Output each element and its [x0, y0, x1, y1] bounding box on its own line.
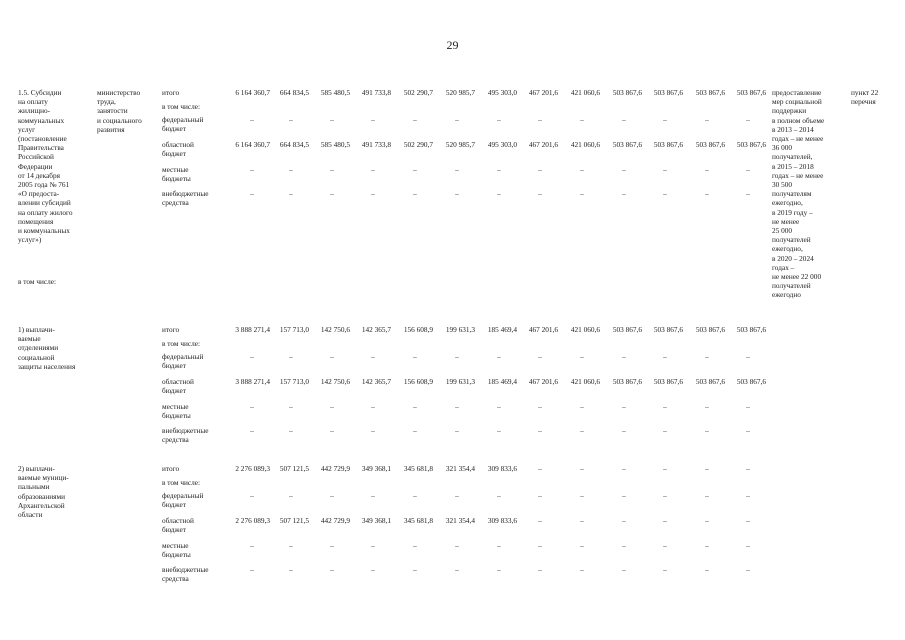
table-cell: –	[289, 165, 293, 174]
table-cell: 507 121,5	[279, 516, 309, 525]
table-cell: –	[746, 402, 750, 411]
row-label: внебюджетные средства	[162, 189, 209, 208]
table-cell: –	[497, 115, 501, 124]
table-cell: 467 201,6	[528, 88, 558, 97]
table-cell: –	[250, 115, 254, 124]
table-cell: 503 867,6	[612, 325, 642, 334]
table-cell: –	[622, 516, 626, 525]
table-cell: –	[250, 189, 254, 198]
table-cell: 467 201,6	[528, 140, 558, 149]
table-cell: –	[580, 491, 584, 500]
table-cell: 3 888 271,4	[235, 325, 270, 334]
measure-including-label: в том числе:	[18, 277, 57, 286]
table-cell: –	[705, 426, 709, 435]
table-cell: 421 060,6	[570, 140, 600, 149]
table-cell: –	[746, 516, 750, 525]
table-cell: –	[455, 402, 459, 411]
table-cell: –	[413, 541, 417, 550]
table-cell: –	[497, 565, 501, 574]
table-cell: –	[705, 541, 709, 550]
table-cell: 503 867,6	[653, 140, 683, 149]
table-cell: –	[413, 189, 417, 198]
table-cell: –	[371, 189, 375, 198]
table-cell: –	[371, 565, 375, 574]
table-cell: 2 276 089,3	[235, 464, 270, 473]
table-cell: –	[330, 352, 334, 361]
table-cell: –	[371, 352, 375, 361]
table-cell: –	[705, 516, 709, 525]
table-cell: –	[663, 565, 667, 574]
table-cell: –	[371, 426, 375, 435]
table-cell: 491 733,8	[361, 140, 391, 149]
table-cell: –	[250, 565, 254, 574]
table-cell: 503 867,6	[736, 140, 766, 149]
row-label: в том числе:	[162, 102, 201, 111]
table-cell: –	[538, 565, 542, 574]
table-cell: 421 060,6	[570, 377, 600, 386]
table-cell: –	[455, 115, 459, 124]
table-cell: –	[497, 165, 501, 174]
table-cell: 156 608,9	[403, 377, 433, 386]
row-label: местные бюджеты	[162, 165, 191, 184]
table-cell: –	[538, 352, 542, 361]
table-cell: –	[455, 189, 459, 198]
table-cell: –	[538, 491, 542, 500]
table-cell: 503 867,6	[736, 325, 766, 334]
table-cell: 507 121,5	[279, 464, 309, 473]
table-cell: 349 368,1	[361, 464, 391, 473]
table-cell: –	[289, 402, 293, 411]
table-cell: –	[705, 464, 709, 473]
page-number: 29	[446, 38, 459, 52]
table-cell: –	[746, 352, 750, 361]
table-cell: 156 608,9	[403, 325, 433, 334]
table-cell: –	[746, 165, 750, 174]
table-cell: –	[622, 402, 626, 411]
table-cell: –	[580, 541, 584, 550]
table-cell: –	[330, 165, 334, 174]
table-cell: 503 867,6	[653, 88, 683, 97]
table-cell: –	[455, 426, 459, 435]
table-cell: –	[622, 491, 626, 500]
table-cell: –	[663, 352, 667, 361]
table-cell: –	[580, 464, 584, 473]
table-cell: 142 365,7	[361, 325, 391, 334]
table-cell: –	[413, 165, 417, 174]
table-cell: 495 303,0	[487, 88, 517, 97]
row-label: местные бюджеты	[162, 402, 191, 421]
table-cell: –	[250, 541, 254, 550]
table-cell: –	[622, 352, 626, 361]
row-label: федеральный бюджет	[162, 352, 204, 371]
table-cell: –	[746, 565, 750, 574]
legal-reference: пункт 22 перечня	[851, 88, 879, 107]
table-cell: –	[330, 115, 334, 124]
table-cell: 664 834,5	[279, 140, 309, 149]
table-cell: –	[455, 165, 459, 174]
table-cell: –	[705, 352, 709, 361]
table-cell: –	[250, 165, 254, 174]
table-cell: –	[330, 189, 334, 198]
table-cell: 321 354,4	[445, 516, 475, 525]
table-cell: –	[538, 402, 542, 411]
table-cell: –	[580, 165, 584, 174]
table-cell: –	[413, 491, 417, 500]
table-cell: –	[746, 426, 750, 435]
table-cell: 503 867,6	[736, 377, 766, 386]
table-cell: –	[538, 464, 542, 473]
table-cell: 664 834,5	[279, 88, 309, 97]
table-cell: 495 303,0	[487, 140, 517, 149]
table-cell: –	[705, 565, 709, 574]
table-cell: –	[538, 426, 542, 435]
table-cell: –	[538, 541, 542, 550]
table-cell: –	[746, 189, 750, 198]
table-cell: –	[497, 402, 501, 411]
table-cell: –	[289, 541, 293, 550]
table-cell: –	[622, 115, 626, 124]
table-cell: 491 733,8	[361, 88, 391, 97]
table-cell: –	[746, 115, 750, 124]
table-cell: –	[663, 402, 667, 411]
table-cell: –	[289, 115, 293, 124]
table-cell: –	[455, 565, 459, 574]
table-cell: –	[705, 491, 709, 500]
table-cell: –	[663, 516, 667, 525]
measure-title: 1.5. Субсидии на оплату жилищно- коммунальных услуг (постановление Правительства Российской Федерации от 14 декабря 2005 года № 761 «О предоста- влении субсидий на оплату жилого помещения и коммунальных услуг»)	[18, 88, 73, 245]
table-cell: –	[705, 115, 709, 124]
table-cell: 503 867,6	[612, 377, 642, 386]
table-cell: –	[580, 426, 584, 435]
row-label: областной бюджет	[162, 377, 194, 396]
table-cell: 585 480,5	[320, 140, 350, 149]
table-cell: –	[663, 464, 667, 473]
table-cell: –	[663, 115, 667, 124]
table-cell: 309 833,6	[487, 516, 517, 525]
table-cell: –	[538, 115, 542, 124]
table-cell: –	[289, 565, 293, 574]
table-cell: 142 750,6	[320, 377, 350, 386]
table-cell: 199 631,3	[445, 325, 475, 334]
row-label: областной бюджет	[162, 140, 194, 159]
table-cell: 467 201,6	[528, 377, 558, 386]
row-label: в том числе:	[162, 339, 201, 348]
table-cell: 142 365,7	[361, 377, 391, 386]
subgroup-label: 1) выплачи- ваемые отделениями социальной защиты населения	[18, 325, 76, 371]
table-cell: –	[371, 541, 375, 550]
table-cell: 157 713,0	[279, 377, 309, 386]
subgroup-label: 2) выплачи- ваемые муници- пальными образованиями Архангельской области	[18, 464, 69, 520]
table-cell: 503 867,6	[736, 88, 766, 97]
table-cell: –	[538, 165, 542, 174]
table-cell: 503 867,6	[612, 88, 642, 97]
table-cell: 442 729,9	[320, 464, 350, 473]
table-cell: 6 164 360,7	[235, 140, 270, 149]
table-cell: –	[580, 565, 584, 574]
table-cell: –	[622, 541, 626, 550]
table-cell: –	[250, 491, 254, 500]
table-cell: 502 290,7	[403, 140, 433, 149]
table-cell: 6 164 360,7	[235, 88, 270, 97]
table-cell: 442 729,9	[320, 516, 350, 525]
table-cell: –	[705, 165, 709, 174]
table-cell: –	[371, 165, 375, 174]
table-cell: 503 867,6	[695, 325, 725, 334]
row-label: итого	[162, 325, 180, 334]
table-cell: –	[746, 491, 750, 500]
table-cell: –	[538, 516, 542, 525]
table-cell: –	[413, 115, 417, 124]
row-label: областной бюджет	[162, 516, 194, 535]
table-cell: –	[580, 352, 584, 361]
row-label: федеральный бюджет	[162, 115, 204, 134]
table-cell: –	[413, 426, 417, 435]
table-cell: 520 985,7	[445, 88, 475, 97]
table-cell: –	[580, 115, 584, 124]
table-cell: 2 276 089,3	[235, 516, 270, 525]
table-cell: –	[663, 426, 667, 435]
table-cell: 585 480,5	[320, 88, 350, 97]
table-cell: –	[497, 541, 501, 550]
table-cell: 467 201,6	[528, 325, 558, 334]
table-cell: –	[413, 565, 417, 574]
table-cell: –	[663, 491, 667, 500]
table-cell: –	[371, 115, 375, 124]
row-label: итого	[162, 464, 180, 473]
table-cell: 421 060,6	[570, 325, 600, 334]
table-cell: –	[371, 491, 375, 500]
table-cell: –	[250, 402, 254, 411]
table-cell: –	[663, 541, 667, 550]
row-label: внебюджетные средства	[162, 426, 209, 445]
table-cell: –	[413, 402, 417, 411]
table-cell: –	[622, 426, 626, 435]
table-cell: –	[250, 426, 254, 435]
table-cell: –	[330, 491, 334, 500]
row-label: в том числе:	[162, 478, 201, 487]
table-cell: 421 060,6	[570, 88, 600, 97]
table-cell: –	[746, 541, 750, 550]
table-cell: –	[455, 491, 459, 500]
table-cell: –	[289, 189, 293, 198]
table-cell: 520 985,7	[445, 140, 475, 149]
target-indicator: предоставление мер социальной поддержки в полном объеме в 2013 – 2014 годах – не менее 36 000 получателей, в 2015 – 2018 годах – не менее 30 500 получателям ежегодно, в 2019 году – не менее 25 000 получателей ежегодно, в 2020 – 2024 годах – не менее 22 000 получателей ежегодно	[772, 88, 825, 300]
executor: министерство труда, занятости и социального развития	[97, 88, 142, 134]
table-cell: –	[705, 402, 709, 411]
table-cell: –	[289, 426, 293, 435]
table-cell: 502 290,7	[403, 88, 433, 97]
table-cell: –	[289, 352, 293, 361]
table-cell: –	[580, 402, 584, 411]
table-cell: –	[413, 352, 417, 361]
table-cell: 503 867,6	[653, 377, 683, 386]
table-cell: –	[622, 464, 626, 473]
table-cell: –	[705, 189, 709, 198]
row-label: федеральный бюджет	[162, 491, 204, 510]
table-cell: 345 681,8	[403, 516, 433, 525]
table-cell: –	[289, 491, 293, 500]
table-cell: 309 833,6	[487, 464, 517, 473]
table-cell: 503 867,6	[695, 377, 725, 386]
table-cell: –	[250, 352, 254, 361]
table-cell: –	[497, 491, 501, 500]
table-cell: –	[538, 189, 542, 198]
table-cell: –	[580, 189, 584, 198]
table-cell: –	[622, 165, 626, 174]
table-cell: 185 469,4	[487, 325, 517, 334]
table-cell: –	[497, 352, 501, 361]
table-cell: 503 867,6	[695, 88, 725, 97]
table-cell: –	[580, 516, 584, 525]
table-cell: –	[746, 464, 750, 473]
table-cell: 157 713,0	[279, 325, 309, 334]
table-cell: –	[663, 189, 667, 198]
table-cell: 142 750,6	[320, 325, 350, 334]
table-cell: –	[455, 541, 459, 550]
table-cell: –	[497, 189, 501, 198]
table-cell: –	[330, 565, 334, 574]
table-cell: 503 867,6	[695, 140, 725, 149]
table-cell: –	[455, 352, 459, 361]
table-cell: 345 681,8	[403, 464, 433, 473]
table-cell: 349 368,1	[361, 516, 391, 525]
table-cell: 503 867,6	[653, 325, 683, 334]
table-cell: 3 888 271,4	[235, 377, 270, 386]
table-cell: –	[371, 402, 375, 411]
table-cell: 321 354,4	[445, 464, 475, 473]
table-cell: 503 867,6	[612, 140, 642, 149]
row-label: итого	[162, 88, 180, 97]
row-label: местные бюджеты	[162, 541, 191, 560]
table-cell: –	[622, 189, 626, 198]
table-cell: 185 469,4	[487, 377, 517, 386]
table-cell: 199 631,3	[445, 377, 475, 386]
table-cell: –	[497, 426, 501, 435]
table-cell: –	[330, 426, 334, 435]
table-cell: –	[330, 402, 334, 411]
table-cell: –	[330, 541, 334, 550]
table-cell: –	[622, 565, 626, 574]
table-cell: –	[663, 165, 667, 174]
row-label: внебюджетные средства	[162, 565, 209, 584]
